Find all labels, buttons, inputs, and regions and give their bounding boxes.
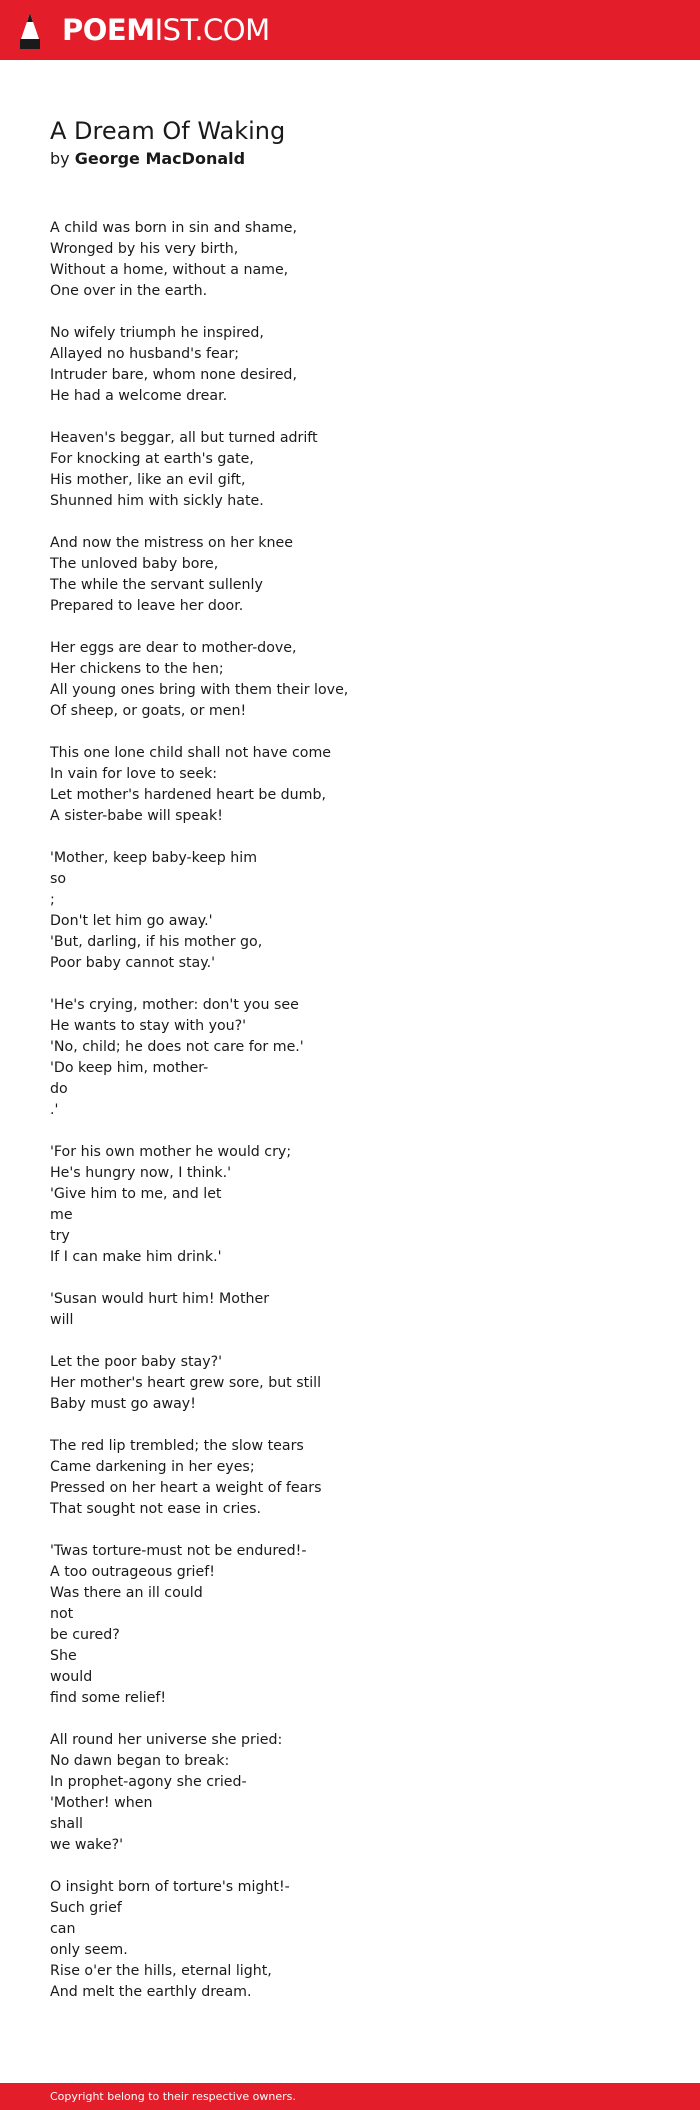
poem-line: 'But, darling, if his mother go, <box>50 934 263 950</box>
poem-line: not <box>50 1606 74 1622</box>
site-footer <box>0 2083 700 2110</box>
copyright-text: Copyright belong to their respective owners. <box>50 2090 296 2103</box>
poem-line: would <box>50 1669 93 1685</box>
poem-line: 'Mother, keep baby-keep him <box>50 850 258 866</box>
poem-line: One over in the earth. <box>50 283 208 299</box>
poem-line: try <box>50 1228 70 1244</box>
stanza-break <box>50 1856 650 1877</box>
poem-line: 'Give him to me, and let <box>50 1186 222 1202</box>
logo-text-thin: IST.COM <box>154 13 270 47</box>
poem-line: will <box>50 1312 74 1328</box>
stanza-break <box>50 1520 650 1541</box>
poem-line: find some relief! <box>50 1690 167 1706</box>
poem-line: He had a welcome drear. <box>50 388 228 404</box>
poem-line: Her eggs are dear to mother-dove, <box>50 640 297 656</box>
poem-line: He wants to stay with you?' <box>50 1018 247 1034</box>
poem-line: 'For his own mother he would cry; <box>50 1144 292 1160</box>
poem-line: so <box>50 871 67 887</box>
poem-line: That sought not ease in cries. <box>50 1501 262 1517</box>
stanza-break <box>50 722 650 743</box>
poem-line: And melt the earthly dream. <box>50 1984 252 2000</box>
poem-line: Was there an ill could <box>50 1585 203 1601</box>
poem-line: .' <box>50 1102 59 1118</box>
stanza-break <box>50 302 650 323</box>
poem-line: 'Twas torture-must not be endured!- <box>50 1543 307 1559</box>
poem-line: O insight born of torture's might!- <box>50 1879 290 1895</box>
poem-line: For knocking at earth's gate, <box>50 451 254 467</box>
poem-line: Baby must go away! <box>50 1396 196 1412</box>
stanza-break <box>50 1121 650 1142</box>
poem-line: In prophet-agony she cried- <box>50 1774 247 1790</box>
poem-line: Such grief <box>50 1900 122 1916</box>
poem-line: Rise o'er the hills, eternal light, <box>50 1963 272 1979</box>
poem-line: me <box>50 1207 73 1223</box>
poem-line: Let mother's hardened heart be dumb, <box>50 787 327 803</box>
byline <box>50 148 245 170</box>
poem-line: He's hungry now, I think.' <box>50 1165 232 1181</box>
poem-line: shall <box>50 1816 83 1832</box>
poem-line: This one lone child shall not have come <box>50 745 332 761</box>
by-label: by <box>50 149 70 168</box>
poem-line: ; <box>50 892 55 908</box>
stanza-break <box>50 1415 650 1436</box>
poem-line: do <box>50 1081 68 1097</box>
poem-line: Heaven's beggar, all but turned adrift <box>50 430 318 446</box>
poem-line: 'Do keep him, mother- <box>50 1060 209 1076</box>
poem-line: 'Susan would hurt him! Mother <box>50 1291 270 1307</box>
stanza-break <box>50 1268 650 1289</box>
poem-line: Her chickens to the hen; <box>50 661 224 677</box>
poem-line: only seem. <box>50 1942 128 1958</box>
poem-line: A too outrageous grief! <box>50 1564 215 1580</box>
poem-line: The while the servant sullenly <box>50 577 263 593</box>
poem-line: No wifely triumph he inspired, <box>50 325 264 341</box>
poem-line: Wronged by his very birth, <box>50 241 239 257</box>
poem-line: Without a home, without a name, <box>50 262 289 278</box>
poem-line: Poor baby cannot stay.' <box>50 955 216 971</box>
poem-line: If I can make him drink.' <box>50 1249 222 1265</box>
poem-line: Let the poor baby stay?' <box>50 1354 223 1370</box>
poem-line: A child was born in sin and shame, <box>50 220 297 236</box>
poem-line: She <box>50 1648 77 1664</box>
logo-text-bold: POEM <box>62 13 155 47</box>
poem-line: Allayed no husband's fear; <box>50 346 240 362</box>
stanza-break <box>50 407 650 428</box>
poem-line: Don't let him go away.' <box>50 913 213 929</box>
stanza-break <box>50 1709 650 1730</box>
poem-line: In vain for love to seek: <box>50 766 218 782</box>
stanza-break <box>50 974 650 995</box>
poem-line: we wake?' <box>50 1837 124 1853</box>
poem-line: Prepared to leave her door. <box>50 598 244 614</box>
poem-title: A Dream Of Waking <box>50 117 286 145</box>
poem-line: can <box>50 1921 76 1937</box>
stanza-break <box>50 512 650 533</box>
poem-line: A sister-babe will speak! <box>50 808 223 824</box>
stanza-break <box>50 827 650 848</box>
poem-line: 'No, child; he does not care for me.' <box>50 1039 304 1055</box>
pencil-tip-icon <box>17 12 43 50</box>
site-header <box>0 0 700 60</box>
poem-line: And now the mistress on her knee <box>50 535 293 551</box>
poem-line: 'Mother! when <box>50 1795 153 1811</box>
poem-line: His mother, like an evil gift, <box>50 472 246 488</box>
poem-line: Intruder bare, whom none desired, <box>50 367 297 383</box>
poem-line: No dawn began to break: <box>50 1753 230 1769</box>
poem-body <box>50 218 650 2003</box>
stanza-break <box>50 617 650 638</box>
stanza-break <box>50 1331 650 1352</box>
poem-line: Shunned him with sickly hate. <box>50 493 264 509</box>
poem-line: The unloved baby bore, <box>50 556 219 572</box>
site-logo[interactable] <box>62 12 270 48</box>
poem-line: All round her universe she pried: <box>50 1732 283 1748</box>
poem-line: Came darkening in her eyes; <box>50 1459 255 1475</box>
poem-line: 'He's crying, mother: don't you see <box>50 997 299 1013</box>
author-name: George MacDonald <box>74 149 246 168</box>
poem-line: be cured? <box>50 1627 120 1643</box>
poem-line: Of sheep, or goats, or men! <box>50 703 247 719</box>
poem-line: Her mother's heart grew sore, but still <box>50 1375 322 1391</box>
poem-line: Pressed on her heart a weight of fears <box>50 1480 322 1496</box>
poem-line: The red lip trembled; the slow tears <box>50 1438 304 1454</box>
poem-line: All young ones bring with them their love, <box>50 682 349 698</box>
